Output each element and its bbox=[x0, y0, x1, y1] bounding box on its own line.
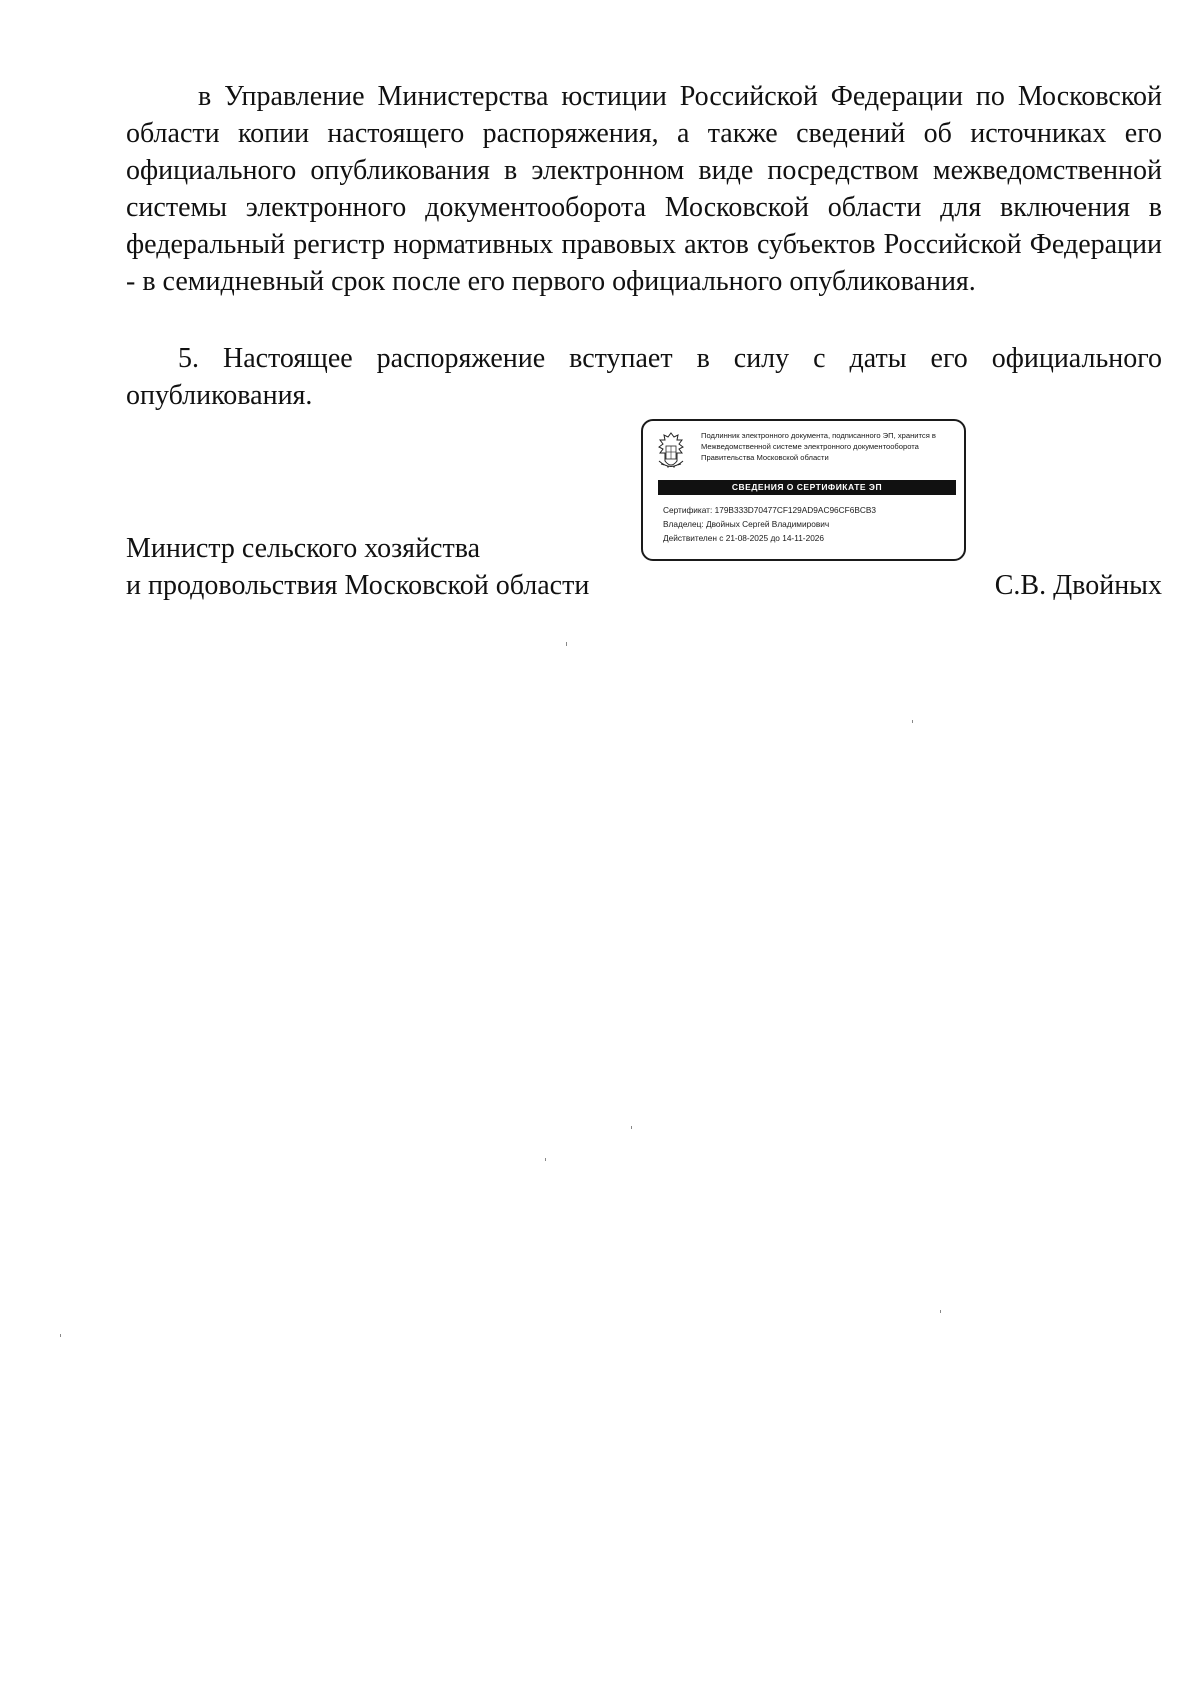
scan-speck bbox=[545, 1158, 546, 1161]
scan-speck bbox=[940, 1310, 941, 1313]
signatory-position-line-1: Министр сельского хозяйства bbox=[126, 533, 480, 564]
stamp-certificate-band: СВЕДЕНИЯ О СЕРТИФИКАТЕ ЭП bbox=[658, 480, 956, 495]
electronic-signature-stamp bbox=[641, 419, 966, 561]
stamp-certificate-number: Сертификат: 179B333D70477CF129AD9AC96CF6BCB3 bbox=[663, 505, 877, 515]
paragraph-effective-date: 5. Настоящее распоряжение вступает в силу с даты его официального опубликования. bbox=[126, 343, 1162, 411]
stamp-validity: Действителен с 21-08-2025 до 14-11-2026 bbox=[663, 533, 825, 543]
stamp-owner: Владелец: Двойных Сергей Владимирович bbox=[663, 519, 830, 529]
scan-speck bbox=[60, 1334, 61, 1337]
stamp-header-text: Подлинник электронного документа, подписанного ЭП, хранится в Межведомственной системе электронного документооборота Правительства Московской области bbox=[701, 431, 936, 462]
signatory-position bbox=[126, 530, 589, 604]
signatory-name: С.В. Двойных bbox=[994, 570, 1162, 601]
stamp-certificate-info bbox=[663, 503, 876, 545]
scan-speck bbox=[566, 642, 567, 646]
scan-speck bbox=[631, 1126, 632, 1129]
coat-of-arms-icon bbox=[655, 431, 687, 473]
paragraph-registry-submission: в Управление Министерства юстиции Российской Федерации по Московской области копии настоящего распоряжения, а также сведений об источниках его официального опубликования в электронном виде посредством межведомственной системы электронного документооборота Московской области для включения в федеральный регистр нормативных правовых актов субъектов Российской Федерации - в семидневный срок после его первого официального опубликования. bbox=[126, 81, 1162, 297]
scan-speck bbox=[912, 720, 913, 723]
signatory-position-line-2: и продовольствия Московской области bbox=[126, 570, 590, 601]
